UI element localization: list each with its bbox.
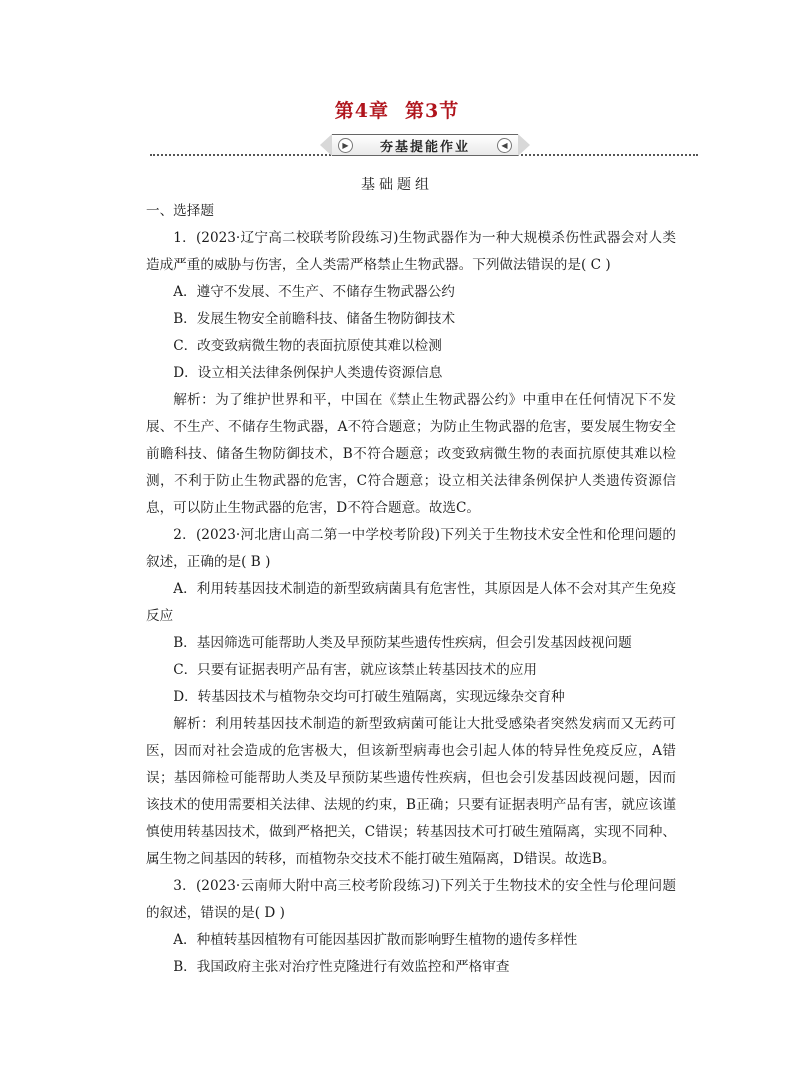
option-d: D．设立相关法律条例保护人类遗传资源信息 — [173, 365, 443, 381]
option-a: A．利用转基因技术制造的新型致病菌具有危害性，其原因是人体不会对其产生免疫反应 — [146, 581, 676, 624]
option-a: A．遵守不发展、不生产、不储存生物武器公约 — [173, 284, 455, 300]
play-left-icon: ◀ — [497, 138, 512, 153]
analysis-text: 解析：为了维护世界和平，中国在《禁止生物武器公约》中重申在任何情况下不发展、不生产、不储存生物武器，A不符合题意；为防止生物武器的危害，要发展生物安全前瞻科技、储备生物防御技术，B不符合题意；改变致病微生物的表面抗原使其难以检测，不利于防止生物武器的危害，C符合题意；设立相关法律条例保护人类遗传资源信息，可以防止生物武器的危害，D不符合题意。故选C。 — [146, 392, 676, 516]
page-title — [0, 96, 794, 123]
group-title: 基础题组 — [361, 177, 433, 193]
option-b: B．发展生物安全前瞻科技、储备生物防御技术 — [173, 311, 456, 327]
banner-tab — [332, 134, 518, 156]
chapter-label: 第4章 — [334, 100, 389, 122]
play-right-icon: ▶ — [338, 138, 353, 153]
section-label: 第3节 — [405, 100, 460, 122]
option-c: C．只要有证据表明产品有害，就应该禁止转基因技术的应用 — [173, 662, 538, 678]
question-stem: 3．(2023·云南师大附中高三校考阶段练习)下列关于生物技术的安全性与伦理问题的叙述，错误的是( D ) — [146, 878, 676, 921]
option-c: C．改变致病微生物的表面抗原使其难以检测 — [173, 338, 442, 354]
option-b: B．基因筛选可能帮助人类及早预防某些遗传性疾病，但会引发基因歧视问题 — [173, 635, 632, 651]
option-d: D．转基因技术与植物杂交均可打破生殖隔离，实现远缘杂交育种 — [173, 689, 565, 705]
homework-banner — [150, 134, 698, 158]
banner-label: 夯基提能作业 — [379, 140, 470, 155]
question-stem: 1．(2023·辽宁高二校联考阶段练习)生物武器作为一种大规模杀伤性武器会对人类造成严重的威胁与伤害，全人类需严格禁止生物武器。下列做法错误的是( C ) — [146, 230, 676, 273]
exercise-content — [146, 198, 676, 981]
option-a: A．种植转基因植物有可能因基因扩散而影响野生植物的遗传多样性 — [173, 932, 578, 948]
analysis-text: 解析：利用转基因技术制造的新型致病菌可能让大批受感染者突然发病而又无药可医，因而对社会造成的危害极大，但该新型病毒也会引起人体的特异性免疫反应，A错误；基因筛检可能帮助人类及早预防某些遗传性疾病，但也会引发基因歧视问题，因而该技术的使用需要相关法律、法规的约束，B正确；只要有证据表明产品有害，就应该谨慎使用转基因技术，做到严格把关，C错误；转基因技术可打破生殖隔离，实现不同种、属生物之间基因的转移，而植物杂交技术不能打破生殖隔离，D错误。故选B。 — [146, 716, 676, 867]
option-b: B．我国政府主张对治疗性克隆进行有效监控和严格审查 — [173, 959, 510, 975]
part-title: 一、选择题 — [146, 203, 214, 219]
question-stem: 2．(2023·河北唐山高二第一中学校考阶段)下列关于生物技术安全性和伦理问题的叙述，正确的是( B ) — [146, 527, 676, 570]
